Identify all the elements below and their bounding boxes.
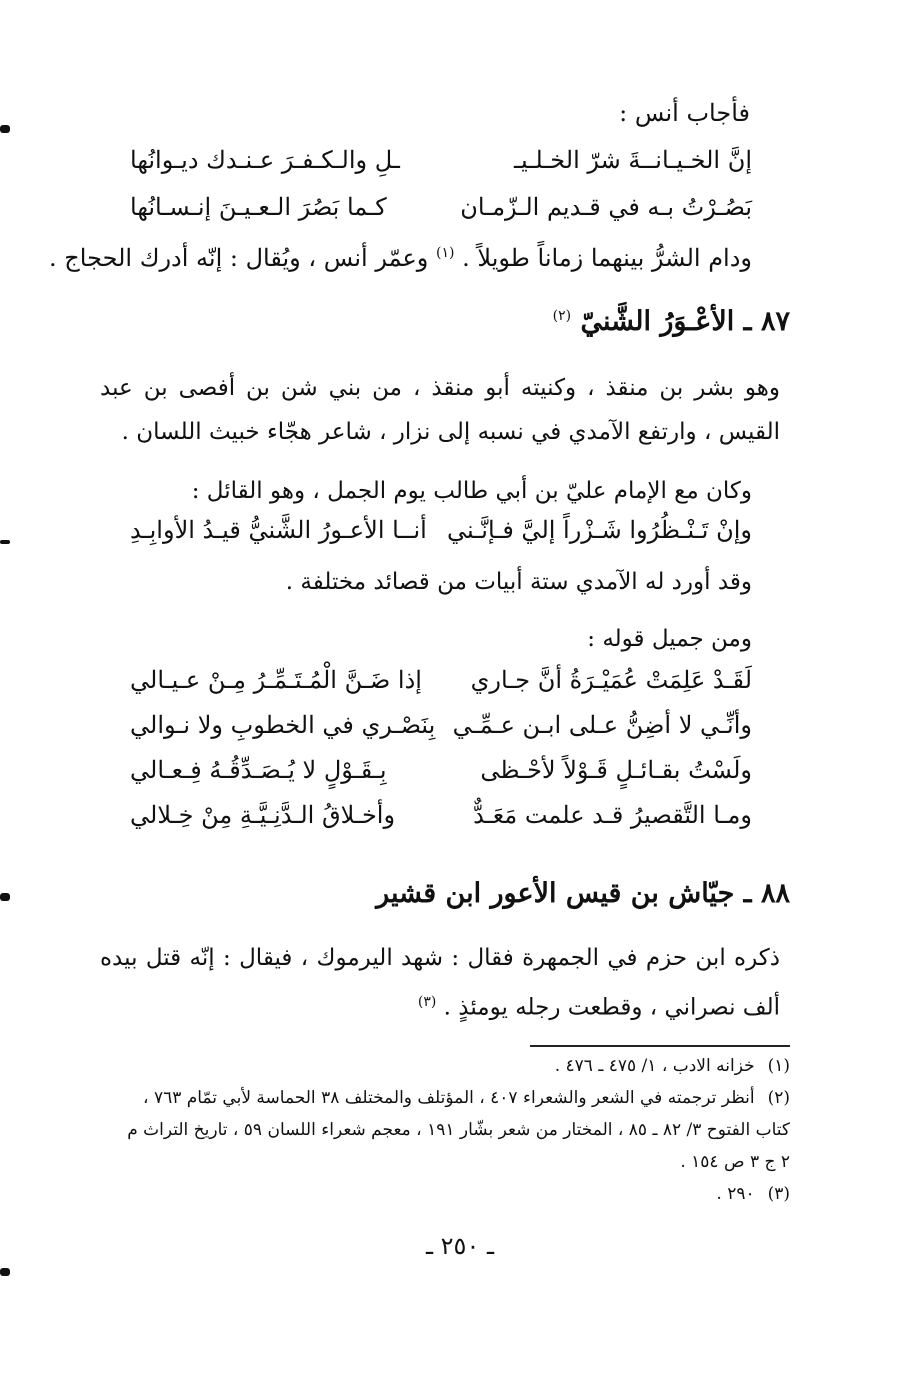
section-heading-88: ٨٨ ـ جيّاش بن قيس الأعور ابن قشير (376, 878, 790, 909)
verse-hemistich: وأخـلاقُ الـدَّنِـيَّـةِ مِنْ خِـلالي (130, 801, 396, 829)
verse-hemistich: بَصُـرْتُ بـه في قـديم الـزّمـان (460, 193, 752, 221)
footnote (120, 1082, 790, 1178)
verse-hemistich: وإنْ تَـنْـظُرُوا شَـزْراً إليَّ فـإنَّـني (447, 516, 752, 544)
body-line (49, 236, 752, 275)
body-text: ذكره ابن حزم في الجمهرة فقال : شهد اليرموك ، فيقال : إنّه قتل بيده ألف نصراني ، وقطعت رجله يومئذٍ . (100, 945, 780, 1021)
footnote (120, 1178, 790, 1210)
paragraph: وكان مع الإمام عليّ بن أبي طالب يوم الجمل ، وهو القائل : (191, 478, 752, 504)
paragraph: ومن جميل قوله : (587, 626, 752, 652)
footnote-ref: (٣) (417, 994, 437, 1010)
footnote-ref: (١) (436, 245, 455, 261)
verse-hemistich: لَقَـدْ عَلِمَتْ عُمَيْـرَةُ أنَّ جـاري (470, 666, 752, 694)
footnote-text: أنظر ترجمته في الشعر والشعراء ٤٠٧ ، المؤتلف والمختلف ٣٨ الحماسة لأبي تمّام ٧٦٣ ، كتاب الفتوح ٣/ ٨٢ ـ ٨٥ ، المختار من شعر بشّار ١٩١ ، معجم شعراء اللسان ٥٩ ، تاريخ التراث م ٢ ج ٣ ص ١٥٤ . (127, 1088, 790, 1172)
body-text: وعمّر أنس ، ويُقال : إنّه أدرك الحجاج . (49, 244, 429, 272)
verse-hemistich: كـما بَصُرَ الـعـيـنَ إنـسـانُها (130, 193, 387, 221)
footnote (120, 1050, 790, 1082)
margin-mark (0, 125, 10, 133)
section-heading-87 (553, 306, 790, 337)
verse-hemistich: إذا ضَـنَّ الْمُـتَـمِّـرُ مِـنْ عـيـالي (130, 666, 422, 694)
verse-hemistich: ـلِ والـكـفـرَ عـنـدك ديـوانُها (130, 146, 400, 174)
margin-mark (0, 540, 10, 544)
footnote-number: (٣) (767, 1184, 790, 1204)
verse-hemistich: وأنِّـي لا أضِنُّ عـلى ابـن عـمِّـي (452, 711, 752, 739)
footnote-ref: (٢) (552, 308, 572, 324)
paragraph: وقد أورد له الآمدي ستة أبيات من قصائد مختلفة . (285, 569, 752, 595)
page-number: ـ ٢٥٠ ـ (425, 1232, 494, 1260)
verse-hemistich: ولَسْتُ بقـائـلٍ قَـوْلاً لأحْـظى (480, 756, 752, 784)
paragraph (100, 936, 780, 1030)
verse-hemistich: أنــا الأعـورُ الشَّنيُّ قيـدُ الأوابِـدِ (130, 516, 427, 544)
body-text: ودام الشرُّ بينهما زماناً طويلاً . (462, 244, 752, 272)
footnote-number: (٢) (767, 1088, 790, 1108)
heading-text: ٨٧ ـ الأعْـوَرُ الشَّنيّ (580, 306, 790, 337)
footnote-separator (530, 1045, 790, 1047)
verse-hemistich: إنَّ الخـيـانــةَ شرّ الخـلـيـ (514, 146, 752, 174)
verse-hemistich: بِـقَـوْلٍ لا يُـصَـدِّقُـهُ فِـعـالي (130, 756, 387, 784)
footnote-text: ٢٩٠ . (716, 1184, 755, 1204)
paragraph: وهو بشر بن منقذ ، وكنيته أبو منقذ ، من بني شن بن أفصى بن عبد القيس ، وارتفع الآمدي في نسبه إلى نزار ، شاعر هجّاء خبيث اللسان . (100, 375, 780, 445)
footnote-text: خزانه الادب ، ١/ ٤٧٥ ـ ٤٧٦ . (554, 1056, 755, 1076)
margin-mark (0, 893, 10, 901)
intro-line: فأجاب أنس : (619, 99, 750, 127)
verse-hemistich: ومـا التَّقصيرُ قـد علمت مَعَـدٌّ (473, 801, 752, 829)
verse-hemistich: بِنَصْـري في الخطوبِ ولا نـوالي (130, 711, 436, 739)
footnote-number: (١) (767, 1056, 790, 1076)
margin-mark (0, 1268, 10, 1276)
